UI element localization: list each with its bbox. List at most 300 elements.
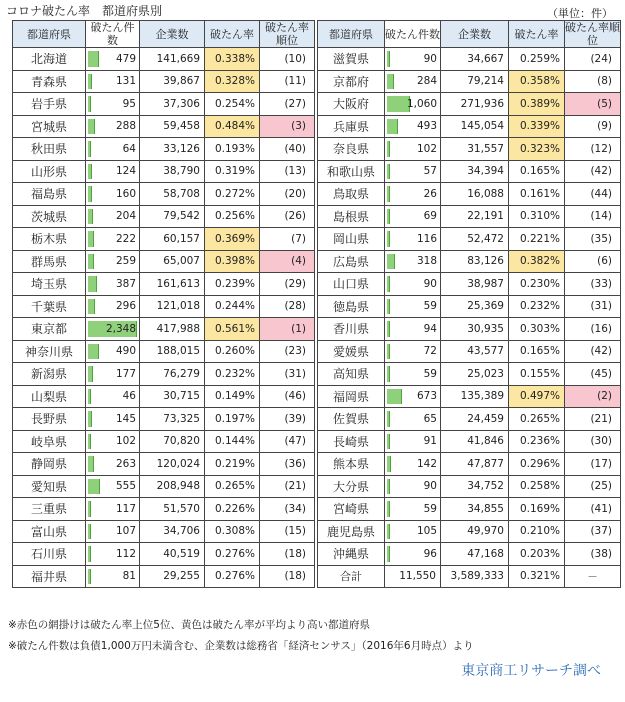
prefecture-cell: 宮崎県 — [318, 498, 385, 521]
count-cell — [86, 385, 140, 408]
count-cell — [385, 520, 441, 543]
count-value: 59 — [423, 367, 437, 380]
rank-cell: (10) — [260, 48, 315, 71]
count-value: 112 — [115, 547, 136, 560]
count-bar — [88, 299, 95, 315]
rate-cell: 0.369% — [205, 228, 260, 251]
table-row — [13, 318, 315, 341]
rank-cell: (36) — [260, 453, 315, 476]
count-value: 263 — [115, 457, 136, 470]
rate-cell: 0.328% — [205, 70, 260, 93]
count-bar — [387, 501, 390, 517]
count-value: 142 — [416, 457, 437, 470]
count-value: 90 — [423, 277, 437, 290]
rate-cell: 0.276% — [205, 565, 260, 588]
count-value: 105 — [416, 525, 437, 538]
rate-cell: 0.265% — [205, 475, 260, 498]
rank-cell: (21) — [260, 475, 315, 498]
count-value: 102 — [115, 435, 136, 448]
table-row — [318, 520, 621, 543]
prefecture-cell: 長野県 — [13, 408, 86, 431]
companies-cell: 24,459 — [441, 408, 509, 431]
header-companies: 企業数 — [140, 21, 205, 48]
table-row — [318, 160, 621, 183]
table-row — [13, 228, 315, 251]
count-value: 479 — [115, 52, 136, 65]
rate-cell: 0.265% — [509, 408, 565, 431]
header-rate: 破たん率 — [509, 21, 565, 48]
table-row — [318, 430, 621, 453]
table-row — [13, 250, 315, 273]
count-value: 26 — [423, 187, 437, 200]
count-value: 259 — [115, 255, 136, 268]
count-value: 117 — [115, 502, 136, 515]
rate-cell: 0.230% — [509, 273, 565, 296]
companies-cell: 34,667 — [441, 48, 509, 71]
prefecture-cell: 群馬県 — [13, 250, 86, 273]
count-cell — [86, 250, 140, 273]
count-cell — [385, 430, 441, 453]
companies-cell: 49,970 — [441, 520, 509, 543]
rate-cell: 0.193% — [205, 138, 260, 161]
prefecture-cell: 静岡県 — [13, 453, 86, 476]
prefecture-cell: 岡山県 — [318, 228, 385, 251]
table-row — [13, 408, 315, 431]
rate-cell: 0.497% — [509, 385, 565, 408]
prefecture-cell: 茨城県 — [13, 205, 86, 228]
rate-cell: 0.303% — [509, 318, 565, 341]
companies-cell: 25,023 — [441, 363, 509, 386]
count-cell — [86, 475, 140, 498]
table-row — [13, 385, 315, 408]
count-cell — [86, 318, 140, 341]
companies-cell: 120,024 — [140, 453, 205, 476]
header-count: 破たん件数 — [385, 21, 441, 48]
rate-cell: 0.358% — [509, 70, 565, 93]
table-row — [13, 183, 315, 206]
count-bar — [88, 74, 92, 90]
source-credit: 東京商工リサーチ調べ — [461, 663, 601, 679]
rank-cell: (40) — [260, 138, 315, 161]
count-bar — [88, 141, 91, 157]
rate-cell: 0.382% — [509, 250, 565, 273]
count-value: 94 — [423, 322, 437, 335]
prefecture-cell: 愛媛県 — [318, 340, 385, 363]
rank-cell: (12) — [565, 138, 621, 161]
count-cell — [86, 520, 140, 543]
rate-cell: 0.338% — [205, 48, 260, 71]
rank-cell: (47) — [260, 430, 315, 453]
count-value: 177 — [115, 367, 136, 380]
table-row — [13, 205, 315, 228]
prefecture-cell: 沖縄県 — [318, 543, 385, 566]
count-cell — [385, 205, 441, 228]
count-bar — [387, 546, 390, 562]
rate-cell: 0.254% — [205, 93, 260, 116]
count-bar — [88, 456, 94, 472]
prefecture-cell: 高知県 — [318, 363, 385, 386]
prefecture-cell: 島根県 — [318, 205, 385, 228]
count-bar — [88, 389, 91, 405]
rank-cell: (18) — [260, 565, 315, 588]
table-row — [13, 340, 315, 363]
prefecture-cell: 鹿児島県 — [318, 520, 385, 543]
table-row — [13, 543, 315, 566]
count-bar — [88, 51, 99, 67]
companies-cell: 41,846 — [441, 430, 509, 453]
rate-cell: 0.239% — [205, 273, 260, 296]
count-cell — [86, 183, 140, 206]
rate-cell: 0.484% — [205, 115, 260, 138]
rate-cell: 0.149% — [205, 385, 260, 408]
count-bar — [387, 411, 390, 427]
rate-cell: 0.197% — [205, 408, 260, 431]
table-header-row — [13, 21, 315, 48]
companies-cell: 47,168 — [441, 543, 509, 566]
rank-cell: (18) — [260, 543, 315, 566]
companies-cell: 161,613 — [140, 273, 205, 296]
prefecture-cell: 福岡県 — [318, 385, 385, 408]
count-bar — [387, 299, 390, 315]
table-row — [13, 498, 315, 521]
count-value: 107 — [115, 525, 136, 538]
rate-cell: 0.323% — [509, 138, 565, 161]
rate-cell: 0.256% — [205, 205, 260, 228]
count-cell — [385, 273, 441, 296]
rate-cell: 0.389% — [509, 93, 565, 116]
count-bar — [88, 119, 95, 135]
count-cell — [86, 138, 140, 161]
count-cell — [385, 160, 441, 183]
rank-cell: (11) — [260, 70, 315, 93]
companies-cell: 121,018 — [140, 295, 205, 318]
note-highlight: ※赤色の網掛けは破たん率上位5位、黄色は破たん率が平均より高い都道府県 — [8, 619, 370, 631]
count-cell — [385, 363, 441, 386]
count-value: 160 — [115, 187, 136, 200]
count-bar — [387, 186, 390, 202]
rate-cell: 0.232% — [205, 363, 260, 386]
count-bar — [387, 456, 391, 472]
prefecture-cell: 山形県 — [13, 160, 86, 183]
companies-cell: 70,820 — [140, 430, 205, 453]
rate-cell: 0.339% — [509, 115, 565, 138]
prefecture-cell: 大阪府 — [318, 93, 385, 116]
table-row — [318, 363, 621, 386]
header-prefecture: 都道府県 — [318, 21, 385, 48]
rank-cell: (31) — [565, 295, 621, 318]
count-bar — [88, 96, 91, 112]
count-value: 673 — [416, 390, 437, 403]
companies-cell: 34,752 — [441, 475, 509, 498]
table-row — [318, 205, 621, 228]
rank-cell: (6) — [565, 250, 621, 273]
companies-cell: 38,790 — [140, 160, 205, 183]
rank-cell: (45) — [565, 363, 621, 386]
rank-cell: (44) — [565, 183, 621, 206]
table-row — [13, 475, 315, 498]
prefecture-cell: 岩手県 — [13, 93, 86, 116]
rank-cell: (24) — [565, 48, 621, 71]
rate-cell: 0.226% — [205, 498, 260, 521]
count-bar — [88, 186, 92, 202]
prefecture-cell: 福島県 — [13, 183, 86, 206]
prefecture-cell: 山梨県 — [13, 385, 86, 408]
count-cell — [86, 363, 140, 386]
header-rate: 破たん率 — [205, 21, 260, 48]
count-value: 59 — [423, 502, 437, 515]
rank-cell: (5) — [565, 93, 621, 116]
count-bar — [387, 479, 390, 495]
left-table — [12, 20, 315, 588]
rank-cell: (21) — [565, 408, 621, 431]
prefecture-cell: 秋田県 — [13, 138, 86, 161]
table-row — [13, 430, 315, 453]
prefecture-cell: 宮城県 — [13, 115, 86, 138]
total-rate: 0.321% — [509, 565, 565, 588]
count-cell — [86, 498, 140, 521]
count-bar — [88, 366, 93, 382]
rank-cell: (16) — [565, 318, 621, 341]
header-companies: 企業数 — [441, 21, 509, 48]
count-cell — [385, 138, 441, 161]
count-bar — [387, 231, 390, 247]
companies-cell: 22,191 — [441, 205, 509, 228]
count-cell — [86, 295, 140, 318]
rank-cell: (34) — [260, 498, 315, 521]
count-value: 65 — [423, 412, 437, 425]
companies-cell: 79,542 — [140, 205, 205, 228]
count-value: 72 — [423, 345, 437, 358]
count-bar — [387, 321, 390, 337]
count-value: 90 — [423, 52, 437, 65]
rank-cell: (42) — [565, 340, 621, 363]
table-row — [13, 93, 315, 116]
companies-cell: 43,577 — [441, 340, 509, 363]
count-cell — [385, 295, 441, 318]
count-value: 57 — [423, 165, 437, 178]
rate-cell: 0.221% — [509, 228, 565, 251]
rate-cell: 0.236% — [509, 430, 565, 453]
count-bar — [387, 366, 390, 382]
count-bar — [387, 389, 402, 405]
table-row — [318, 273, 621, 296]
rate-cell: 0.310% — [509, 205, 565, 228]
count-bar — [387, 51, 390, 67]
prefecture-cell: 香川県 — [318, 318, 385, 341]
unit-label: （単位：件） — [547, 7, 613, 20]
note-source-data: ※破たん件数は負債1,000万円未満含む、企業数は総務省「経済センサス」（2016年6月時点）より — [8, 640, 474, 652]
count-cell — [385, 250, 441, 273]
table-row — [318, 385, 621, 408]
count-bar — [88, 164, 92, 180]
table-row — [318, 138, 621, 161]
prefecture-cell: 岐阜県 — [13, 430, 86, 453]
table-row — [318, 318, 621, 341]
rank-cell: (33) — [565, 273, 621, 296]
count-cell — [385, 318, 441, 341]
count-cell — [86, 408, 140, 431]
count-cell — [86, 565, 140, 588]
prefecture-cell: 富山県 — [13, 520, 86, 543]
count-bar — [387, 209, 390, 225]
rank-cell: (38) — [565, 543, 621, 566]
prefecture-cell: 鳥取県 — [318, 183, 385, 206]
rank-cell: (4) — [260, 250, 315, 273]
companies-cell: 83,126 — [441, 250, 509, 273]
rank-cell: (7) — [260, 228, 315, 251]
prefecture-cell: 東京都 — [13, 318, 86, 341]
page-title: コロナ破たん率 都道府県別 — [6, 4, 163, 18]
prefecture-cell: 奈良県 — [318, 138, 385, 161]
rank-cell: (20) — [260, 183, 315, 206]
table-row — [13, 363, 315, 386]
count-cell — [86, 340, 140, 363]
header-rank: 破たん率順位 — [260, 21, 315, 48]
total-label: 合計 — [318, 565, 385, 588]
rank-cell: (28) — [260, 295, 315, 318]
prefecture-cell: 福井県 — [13, 565, 86, 588]
table-row — [318, 543, 621, 566]
prefecture-cell: 兵庫県 — [318, 115, 385, 138]
count-cell — [385, 70, 441, 93]
prefecture-cell: 愛知県 — [13, 475, 86, 498]
count-cell — [86, 543, 140, 566]
count-value: 46 — [122, 390, 136, 403]
table-row — [318, 250, 621, 273]
rank-cell: (41) — [565, 498, 621, 521]
table-row — [318, 93, 621, 116]
prefecture-cell: 佐賀県 — [318, 408, 385, 431]
prefecture-cell: 徳島県 — [318, 295, 385, 318]
companies-cell: 79,214 — [441, 70, 509, 93]
count-value: 387 — [115, 277, 136, 290]
table-row — [13, 295, 315, 318]
table-row — [318, 48, 621, 71]
companies-cell: 145,054 — [441, 115, 509, 138]
companies-cell: 37,306 — [140, 93, 205, 116]
count-value: 91 — [423, 435, 437, 448]
rate-cell: 0.169% — [509, 498, 565, 521]
count-value: 64 — [122, 142, 136, 155]
table-row — [13, 160, 315, 183]
rate-cell: 0.165% — [509, 340, 565, 363]
rate-cell: 0.203% — [509, 543, 565, 566]
count-value: 493 — [416, 120, 437, 133]
table-row — [318, 340, 621, 363]
companies-cell: 30,715 — [140, 385, 205, 408]
count-bar — [88, 569, 91, 585]
table-row — [318, 228, 621, 251]
rate-cell: 0.260% — [205, 340, 260, 363]
companies-cell: 51,570 — [140, 498, 205, 521]
rank-cell: (13) — [260, 160, 315, 183]
table-row — [318, 453, 621, 476]
table-header-row — [318, 21, 621, 48]
count-cell — [86, 93, 140, 116]
rank-cell: (8) — [565, 70, 621, 93]
companies-cell: 31,557 — [441, 138, 509, 161]
prefecture-cell: 京都府 — [318, 70, 385, 93]
total-rank: － — [565, 565, 621, 588]
table-row — [13, 70, 315, 93]
count-cell — [86, 273, 140, 296]
count-cell — [385, 48, 441, 71]
prefecture-cell: 栃木県 — [13, 228, 86, 251]
companies-cell: 417,988 — [140, 318, 205, 341]
count-bar — [88, 344, 99, 360]
prefecture-cell: 大分県 — [318, 475, 385, 498]
rate-cell: 0.308% — [205, 520, 260, 543]
rank-cell: (1) — [260, 318, 315, 341]
rank-cell: (31) — [260, 363, 315, 386]
companies-cell: 58,708 — [140, 183, 205, 206]
prefecture-cell: 和歌山県 — [318, 160, 385, 183]
rank-cell: (42) — [565, 160, 621, 183]
rate-cell: 0.296% — [509, 453, 565, 476]
companies-cell: 38,987 — [441, 273, 509, 296]
count-cell — [86, 205, 140, 228]
count-cell — [86, 48, 140, 71]
prefecture-cell: 熊本県 — [318, 453, 385, 476]
companies-cell: 47,877 — [441, 453, 509, 476]
companies-cell: 135,389 — [441, 385, 509, 408]
prefecture-cell: 千葉県 — [13, 295, 86, 318]
count-cell — [86, 70, 140, 93]
count-value: 131 — [115, 75, 136, 88]
count-cell — [86, 453, 140, 476]
companies-cell: 52,472 — [441, 228, 509, 251]
prefecture-cell: 滋賀県 — [318, 48, 385, 71]
count-value: 555 — [115, 480, 136, 493]
count-cell — [385, 453, 441, 476]
count-cell — [385, 228, 441, 251]
table-row — [13, 520, 315, 543]
companies-cell: 60,157 — [140, 228, 205, 251]
count-value: 2,348 — [105, 322, 136, 335]
count-bar — [387, 141, 390, 157]
rate-cell: 0.161% — [509, 183, 565, 206]
table-row — [318, 498, 621, 521]
table-row — [318, 115, 621, 138]
count-value: 96 — [423, 547, 437, 560]
table-row — [13, 273, 315, 296]
count-cell — [86, 430, 140, 453]
count-bar — [88, 524, 91, 540]
rank-cell: (17) — [565, 453, 621, 476]
count-value: 59 — [423, 300, 437, 313]
rate-cell: 0.561% — [205, 318, 260, 341]
prefecture-cell: 広島県 — [318, 250, 385, 273]
companies-cell: 34,855 — [441, 498, 509, 521]
rank-cell: (14) — [565, 205, 621, 228]
count-cell — [385, 543, 441, 566]
rank-cell: (39) — [260, 408, 315, 431]
count-value: 222 — [115, 232, 136, 245]
companies-cell: 65,007 — [140, 250, 205, 273]
table-row — [318, 408, 621, 431]
count-cell — [86, 228, 140, 251]
table-row — [318, 475, 621, 498]
companies-cell: 16,088 — [441, 183, 509, 206]
count-bar — [387, 254, 395, 270]
count-bar — [88, 231, 94, 247]
count-cell — [385, 93, 441, 116]
companies-cell: 76,279 — [140, 363, 205, 386]
rate-cell: 0.244% — [205, 295, 260, 318]
rate-cell: 0.155% — [509, 363, 565, 386]
count-bar — [387, 434, 390, 450]
prefecture-cell: 長崎県 — [318, 430, 385, 453]
